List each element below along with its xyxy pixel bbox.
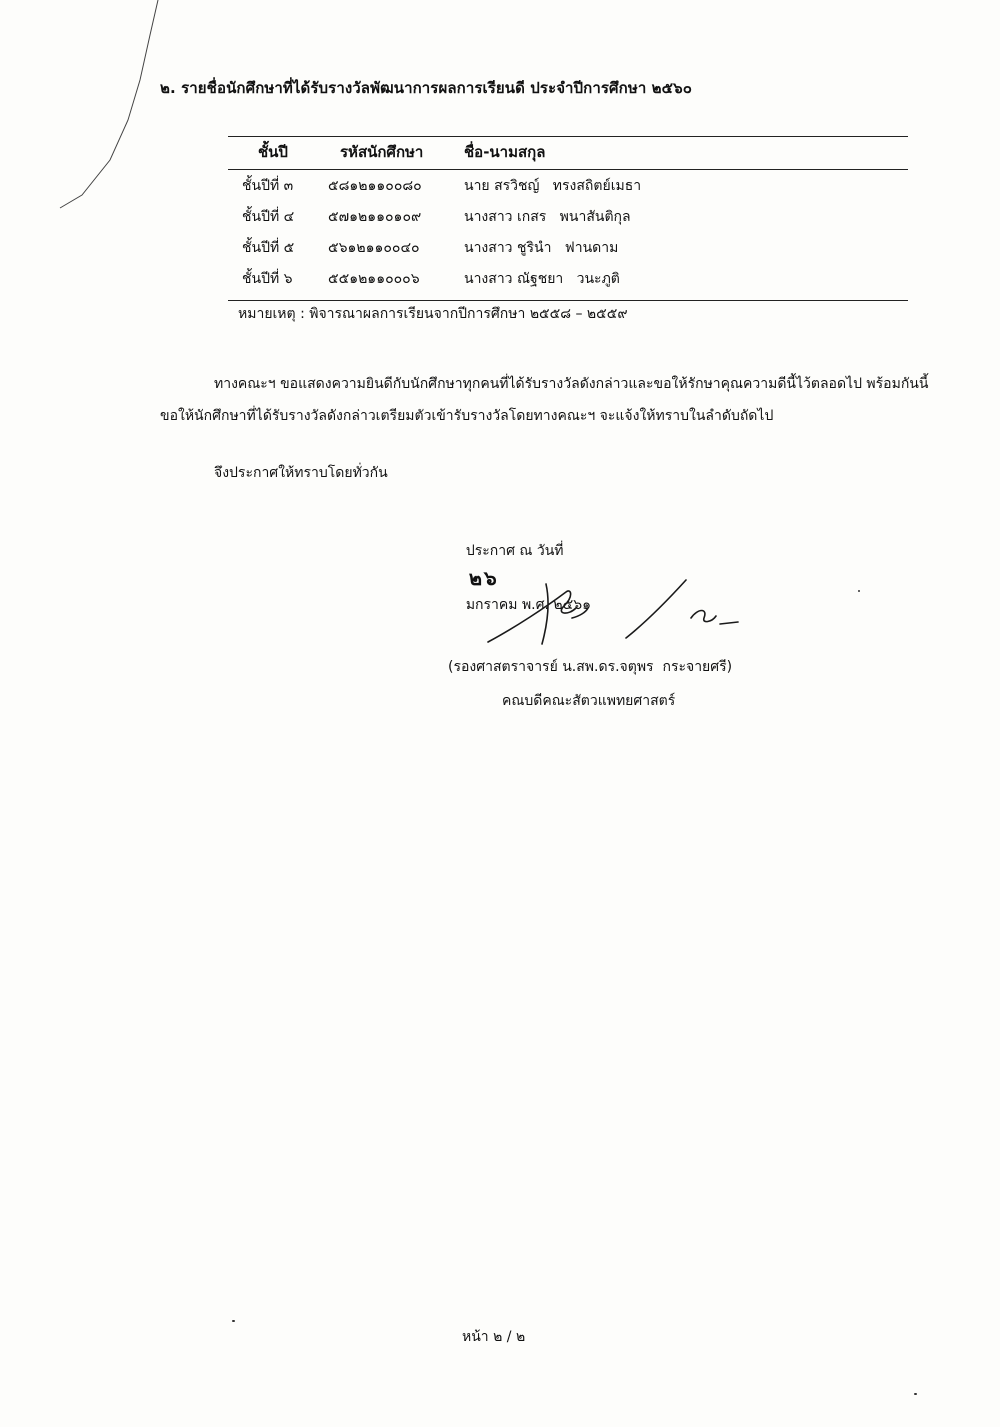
paragraph-line-2: ขอให้นักศึกษาที่ได้รับรางวัลดังกล่าวเตรียมตัวเข้ารับรางวัลโดยทางคณะฯ จะแจ้งให้ทราบในลำดับถัดไป [160,408,774,424]
table-note: หมายเหตุ : พิจารณาผลการเรียนจากปีการศึกษา ๒๕๕๘ – ๒๕๕๙ [238,306,628,322]
scan-speck [858,590,860,592]
row-student-id: ๕๕๑๒๑๑๐๐๐๖ [328,271,420,287]
section-heading: ๒. รายชื่อนักศึกษาที่ได้รับรางวัลพัฒนาการผลการเรียนดี ประจำปีการศึกษา ๒๕๖๐ [160,79,692,97]
date-prefix: ประกาศ ณ วันที่ [465,543,564,559]
row-student-id: ๕๖๑๒๑๑๐๐๔๐ [328,240,420,256]
row-name: นางสาว เกสร พนาสันติกุล [464,209,631,225]
table-header-rule [228,169,908,170]
paragraph-line-1: ทางคณะฯ ขอแสดงความยินดีกับนักศึกษาทุกคนที่ได้รับรางวัลดังกล่าวและขอให้รักษาคุณความดีนี้ไว้ตลอดไป พร้อมกันนี้ [214,376,929,392]
signer-name: (รองศาสตราจารย์ น.สพ.ดร.จตุพร กระจายศรี) [448,659,733,675]
row-year: ชั้นปีที่ ๖ [242,271,293,287]
header-student-id: รหัสนักศึกษา [340,143,424,161]
page-number: หน้า ๒ / ๒ [462,1329,526,1345]
row-year: ชั้นปีที่ ๕ [242,240,295,256]
row-student-id: ๕๗๑๒๑๑๐๑๐๙ [328,209,422,225]
closing-statement: จึงประกาศให้ทราบโดยทั่วกัน [214,465,388,481]
table-bottom-rule [228,300,908,301]
scan-speck [914,1393,917,1395]
row-year: ชั้นปีที่ ๔ [242,209,295,225]
row-name: นางสาว ณัฐชยา วนะภูติ [464,271,620,287]
row-year: ชั้นปีที่ ๓ [242,178,294,194]
scan-speck [232,1320,235,1322]
scan-edge-mark [0,0,200,220]
table-top-rule [228,136,908,137]
date-day-handwritten: ๒๖ [468,566,499,590]
body-paragraph [160,368,960,432]
signer-title: คณบดีคณะสัตวแพทยศาสตร์ [502,693,676,709]
row-name: นางสาว ชูรินำ ฟานดาม [464,240,619,256]
header-name: ชื่อ-นามสกุล [464,143,546,161]
row-student-id: ๕๘๑๒๑๑๐๐๘๐ [328,178,422,194]
header-year: ชั้นปี [258,143,288,161]
signature [476,572,756,652]
row-name: นาย สรวิชญ์ ทรงสถิตย์เมธา [464,178,642,194]
date-suffix: มกราคม พ.ศ. ๒๕๖๑ [465,597,592,613]
